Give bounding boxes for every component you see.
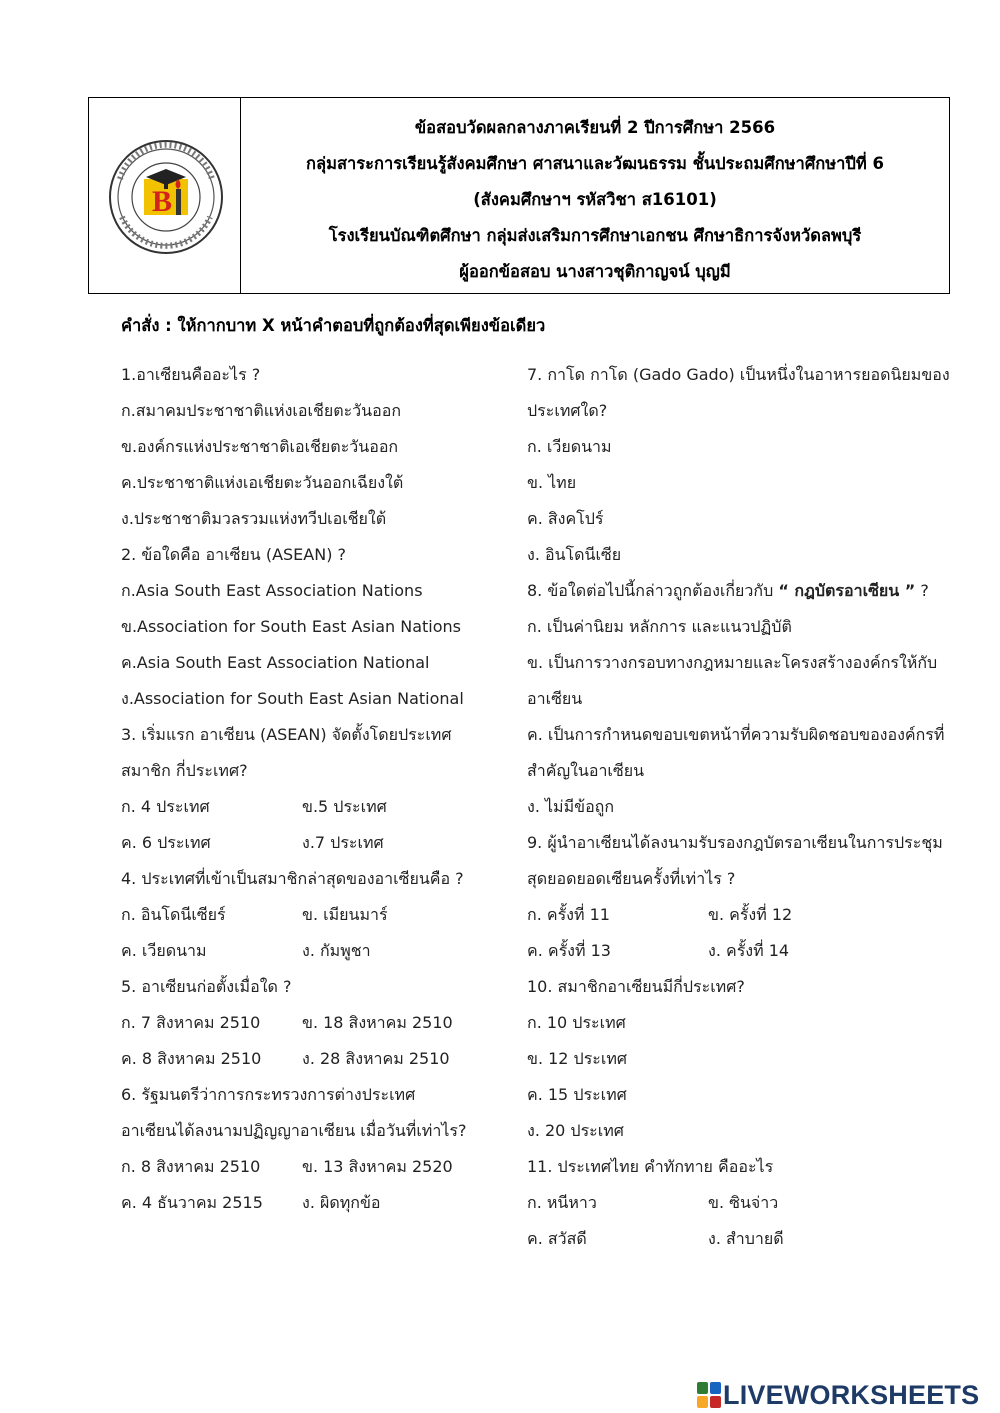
q7-choice-b[interactable]: ข. ไทย — [527, 473, 577, 492]
right-column — [527, 357, 967, 1257]
q8-choice-c[interactable]: ค. เป็นการกำหนดขอบเขตหน้าที่ความรับผิดชอบขององค์กรที่ — [527, 725, 945, 744]
q8-choice-d[interactable]: ง. ไม่มีข้อถูก — [527, 797, 615, 816]
q8-choice-c-cont: สำคัญในอาเซียน — [527, 761, 645, 780]
instruction: คำสั่ง : ให้กากบาท X หน้าคำตอบที่ถูกต้องที่สุดเพียงข้อเดียว — [121, 316, 546, 335]
question-9-cont: สุดยอดยอดเซียนครั้งที่เท่าไร ? — [527, 869, 736, 888]
q4-choice-a[interactable]: ก. อินโดนีเซียร์ — [121, 905, 226, 924]
q3-choice-b[interactable]: ข.5 ประเทศ — [302, 797, 387, 816]
question-3-cont: สมาชิก กี่ประเทศ? — [121, 761, 248, 780]
question-8-text: 8. ข้อใดต่อไปนี้กล่าวถูกต้องเกี่ยวกับ — [527, 581, 774, 600]
left-column — [121, 357, 511, 1221]
q9-choice-b[interactable]: ข. ครั้งที่ 12 — [708, 905, 793, 924]
brand-name: LIVEWORKSHEETS — [723, 1379, 980, 1410]
q2-choice-a[interactable]: ก.Asia South East Association Nations — [121, 581, 423, 600]
q1-choice-b[interactable]: ข.องค์กรแห่งประชาชาติเอเชียตะวันออก — [121, 437, 399, 456]
q3-choice-c[interactable]: ค. 6 ประเทศ — [121, 833, 211, 852]
question-9: 9. ผู้นำอาเซียนได้ลงนามรับรองกฎบัตรอาเซียนในการประชุม — [527, 833, 943, 852]
q11-choice-b[interactable]: ข. ซินจ่าว — [708, 1193, 779, 1212]
q6-choice-d[interactable]: ง. ผิดทุกข้อ — [302, 1193, 381, 1212]
logo-letter: B — [152, 185, 173, 218]
q5-choice-d[interactable]: ง. 28 สิงหาคม 2510 — [302, 1049, 450, 1068]
q9-choice-a[interactable]: ก. ครั้งที่ 11 — [527, 905, 610, 924]
q4-choice-c[interactable]: ค. เวียดนาม — [121, 941, 207, 960]
q10-choice-c[interactable]: ค. 15 ประเทศ — [527, 1085, 627, 1104]
q2-choice-c[interactable]: ค.Asia South East Association National — [121, 653, 430, 672]
question-11: 11. ประเทศไทย คำทักทาย คืออะไร — [527, 1157, 774, 1176]
q4-choice-b[interactable]: ข. เมียนมาร์ — [302, 905, 388, 924]
q1-choice-d[interactable]: ง.ประชาชาติมวลรวมแห่งทวีปเอเชียใต้ — [121, 509, 387, 528]
school-logo — [108, 139, 224, 255]
question-8-term: “ กฎบัตรอาเซียน ” — [778, 581, 916, 600]
subject-group: กลุ่มสาระการเรียนรู้สังคมศึกษา ศาสนาและวัฒนธรรม ชั้นประถมศึกษาศึกษาปีที่ 6 — [305, 154, 884, 173]
q5-choice-a[interactable]: ก. 7 สิงหาคม 2510 — [121, 1013, 261, 1032]
question-3: 3. เริ่มแรก อาเซียน (ASEAN) จัดตั้งโดยประเทศ — [121, 725, 452, 744]
q8-choice-b-cont: อาเซียน — [527, 689, 583, 708]
question-1: 1.อาเซียนคืออะไร ? — [121, 365, 261, 384]
q11-choice-a[interactable]: ก. หนีหาว — [527, 1193, 597, 1212]
question-7-cont: ประเทศใด? — [527, 401, 608, 420]
exam-author: ผู้ออกข้อสอบ นางสาวชุติกาญจน์ บุญมี — [459, 262, 731, 281]
question-10: 10. สมาชิกอาเซียนมีกี่ประเทศ? — [527, 977, 745, 996]
q7-choice-c[interactable]: ค. สิงคโปร์ — [527, 509, 604, 528]
q6-choice-a[interactable]: ก. 8 สิงหาคม 2510 — [121, 1157, 261, 1176]
exam-header — [88, 97, 950, 294]
q6-choice-c[interactable]: ค. 4 ธันวาคม 2515 — [121, 1193, 263, 1212]
liveworksheets-logo[interactable] — [697, 1380, 979, 1410]
q3-choice-a[interactable]: ก. 4 ประเทศ — [121, 797, 210, 816]
logo-cell — [89, 98, 241, 293]
q7-choice-d[interactable]: ง. อินโดนีเซีย — [527, 545, 622, 564]
question-8 — [527, 573, 967, 609]
q2-choice-d[interactable]: ง.Association for South East Asian National — [121, 689, 464, 708]
q2-choice-b[interactable]: ข.Association for South East Asian Nations — [121, 617, 462, 636]
lws-badge-icon — [697, 1382, 721, 1408]
question-6: 6. รัฐมนตรีว่าการกระทรวงการต่างประเทศ — [121, 1085, 416, 1104]
question-2: 2. ข้อใดคือ อาเซียน (ASEAN) ? — [121, 545, 347, 564]
q6-choice-b[interactable]: ข. 13 สิงหาคม 2520 — [302, 1157, 453, 1176]
school-name: โรงเรียนบัณฑิตศึกษา กลุ่มส่งเสริมการศึกษาเอกชน ศึกษาธิการจังหวัดลพบุรี — [328, 226, 862, 245]
q8-choice-b[interactable]: ข. เป็นการวางกรอบทางกฎหมายและโครงสร้างองค์กรให้กับ — [527, 653, 938, 672]
q5-choice-c[interactable]: ค. 8 สิงหาคม 2510 — [121, 1049, 262, 1068]
q4-choice-d[interactable]: ง. กัมพูชา — [302, 941, 371, 960]
question-8-mark: ? — [915, 581, 929, 600]
q8-choice-a[interactable]: ก. เป็นค่านิยม หลักการ และแนวปฏิบัติ — [527, 617, 792, 636]
q5-choice-b[interactable]: ข. 18 สิงหาคม 2510 — [302, 1013, 453, 1032]
q10-choice-d[interactable]: ง. 20 ประเทศ — [527, 1121, 624, 1140]
q10-choice-a[interactable]: ก. 10 ประเทศ — [527, 1013, 626, 1032]
question-6-cont: อาเซียนได้ลงนามปฏิญญาอาเซียน เมื่อวันที่เท่าไร? — [121, 1121, 467, 1140]
q9-choice-d[interactable]: ง. ครั้งที่ 14 — [708, 941, 790, 960]
subject-code: (สังคมศึกษาฯ รหัสวิชา ส16101) — [473, 190, 717, 209]
q1-choice-a[interactable]: ก.สมาคมประชาชาติแห่งเอเชียตะวันออก — [121, 401, 402, 420]
question-7: 7. กาโด กาโด (Gado Gado) เป็นหนึ่งในอาหารยอดนิยมของ — [527, 365, 950, 384]
q11-choice-d[interactable]: ง. สำบายดี — [708, 1229, 784, 1248]
q10-choice-b[interactable]: ข. 12 ประเทศ — [527, 1049, 628, 1068]
question-5: 5. อาเซียนก่อตั้งเมื่อใด ? — [121, 977, 292, 996]
q7-choice-a[interactable]: ก. เวียดนาม — [527, 437, 612, 456]
q11-choice-c[interactable]: ค. สวัสดี — [527, 1229, 587, 1248]
q9-choice-c[interactable]: ค. ครั้งที่ 13 — [527, 941, 611, 960]
q1-choice-c[interactable]: ค.ประชาชาติแห่งเอเชียตะวันออกเฉียงใต้ — [121, 473, 404, 492]
q3-choice-d[interactable]: ง.7 ประเทศ — [302, 833, 384, 852]
question-4: 4. ประเทศที่เข้าเป็นสมาชิกล่าสุดของอาเซียนคือ ? — [121, 869, 464, 888]
exam-title: ข้อสอบวัดผลกลางภาคเรียนที่ 2 ปีการศึกษา 2566 — [414, 118, 776, 137]
